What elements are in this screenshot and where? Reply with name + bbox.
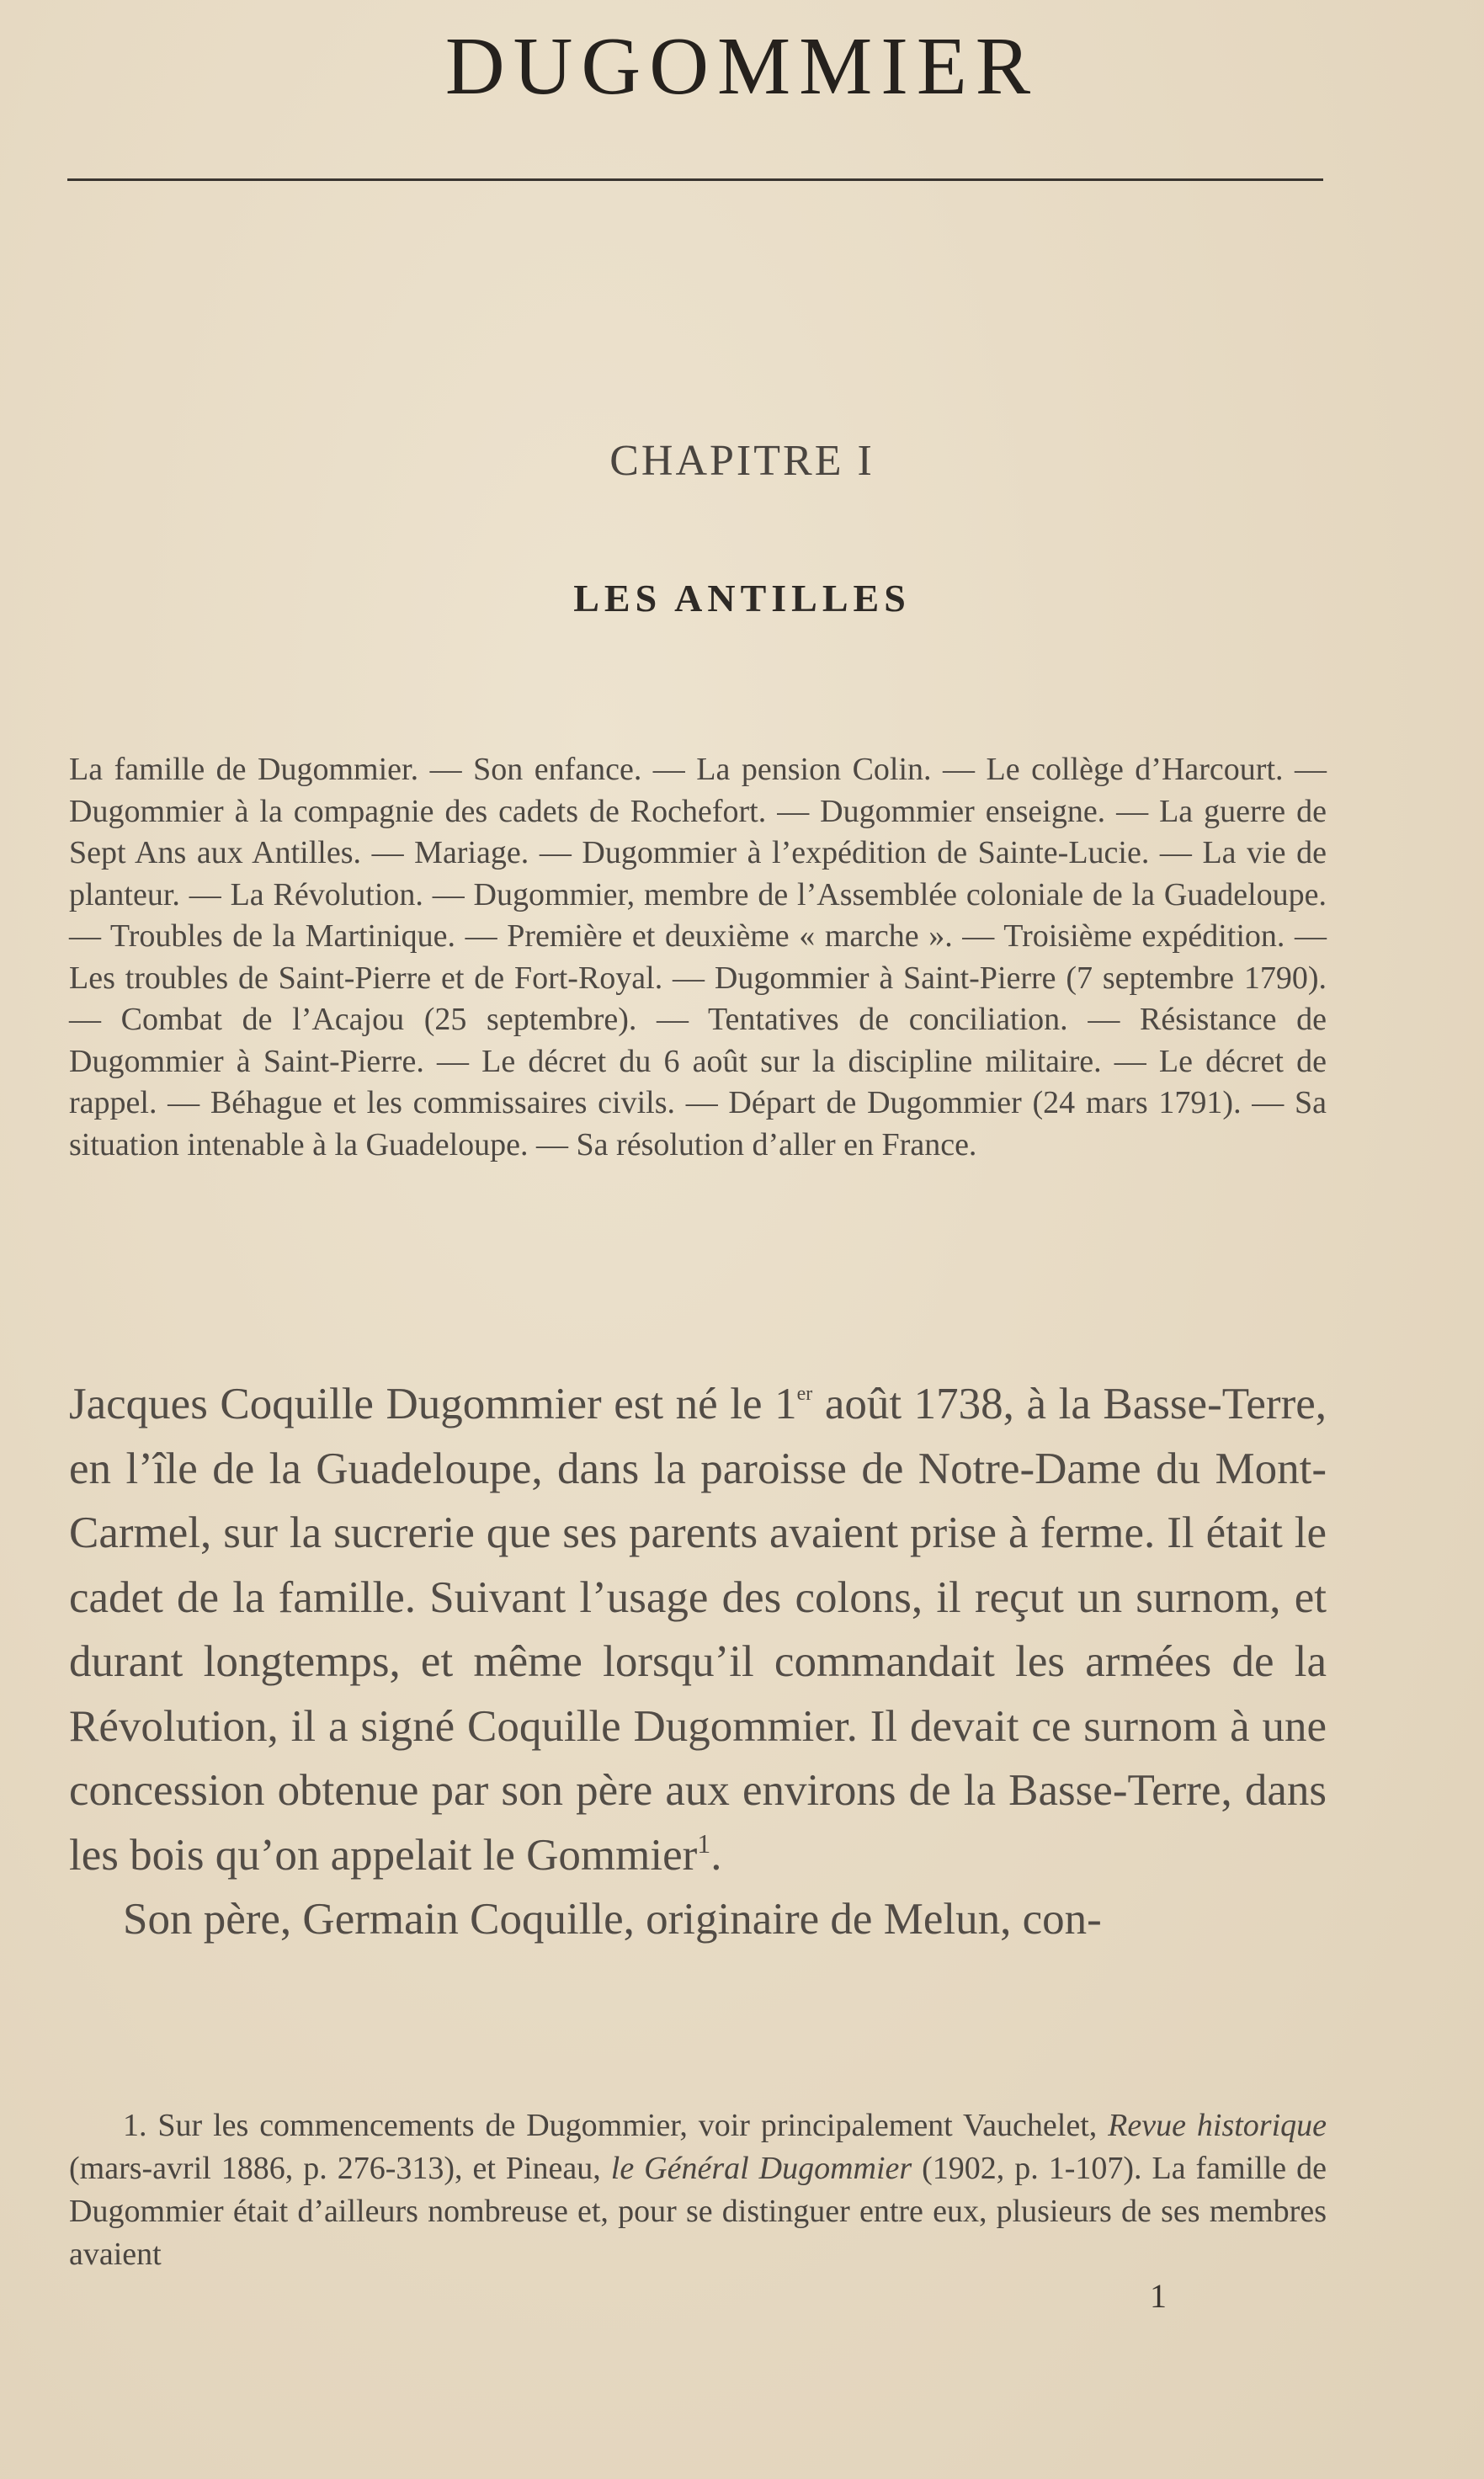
paragraph: Son père, Germain Coquille, originaire de Melun, con- <box>123 1895 1102 1944</box>
footnote-marker: 1 <box>697 1827 711 1859</box>
footnote-text: (1902, p. 1-107). La famille de Dugommier était d’ailleurs nombreuse et, pour se distinguer entre eux, plusieurs de ses membres avaient <box>69 2151 1327 2272</box>
text-run: août 1738, à la Basse-Terre, en l’île de la Guadeloupe, dans la paroisse de Notre-Dame du Mont-Carmel, sur la sucrerie que ses parents avaient prise à ferme. Il était le cadet de la famille. Suivant l’usage des colons, il reçut un surnom, et durant longtemps, et même lorsqu’il commandait les armées de la Révolution, il a signé Coquille Dugommier. Il devait ce surnom à une concession obtenue par son père aux environs de la Basse-Terre, dans les bois qu’on appelait le Gommier <box>69 1380 1327 1880</box>
text-run: Jacques Coquille Dugommier est né le 1 <box>69 1380 797 1428</box>
text-run: . <box>710 1830 722 1880</box>
chapter-number: CHAPITRE I <box>609 437 875 485</box>
ordinal-superscript: er <box>796 1383 813 1405</box>
footnote-book-title: le Général Dugommier <box>610 2151 912 2186</box>
header-rule <box>67 178 1323 181</box>
chapter-summary: La famille de Dugommier. — Son enfance. — La pension Colin. — Le collège d’Harcourt. — Dugommier à la compagnie des cadets de Rochefort. — Dugommier enseigne. — La guerre de Sept Ans aux Antilles. — Mariage. — Dugommier à l’expédition de Sainte-Lucie. — La vie de planteur. — La Révolution. — Dugommier, membre de l’Assemblée coloniale de la Guadeloupe. — Troubles de la Martinique. — Première et deuxième « marche ». — Troisième expédition. — Les troubles de Saint-Pierre et de Fort-Royal. — Dugommier à Saint-Pierre (7 septembre 1790). — Combat de l’Acajou (25 septembre). — Tentatives de conciliation. — Résistance de Dugommier à Saint-Pierre. — Le décret du 6 août sur la discipline militaire. — Le décret de rappel. — Béhague et les commissaires civils. — Départ de Dugommier (24 mars 1791). — Sa situation intenable à la Guadeloupe. — Sa résolution d’aller en France. <box>69 752 1327 1162</box>
paragraph <box>69 1372 1327 1887</box>
chapter-title: LES ANTILLES <box>573 577 911 620</box>
body-text <box>69 1372 1327 1952</box>
footnote <box>69 2104 1327 2276</box>
running-head: DUGOMMIER <box>444 21 1040 112</box>
footnote-text: (mars-avril 1886, p. 276-313), et Pineau, <box>69 2151 611 2186</box>
page-number: 1 <box>1150 2277 1167 2315</box>
footnote-text: 1. Sur les commencements de Dugommier, voir principalement Vauchelet, <box>123 2108 1109 2143</box>
footnote-journal-title: Revue historique <box>1108 2108 1327 2143</box>
